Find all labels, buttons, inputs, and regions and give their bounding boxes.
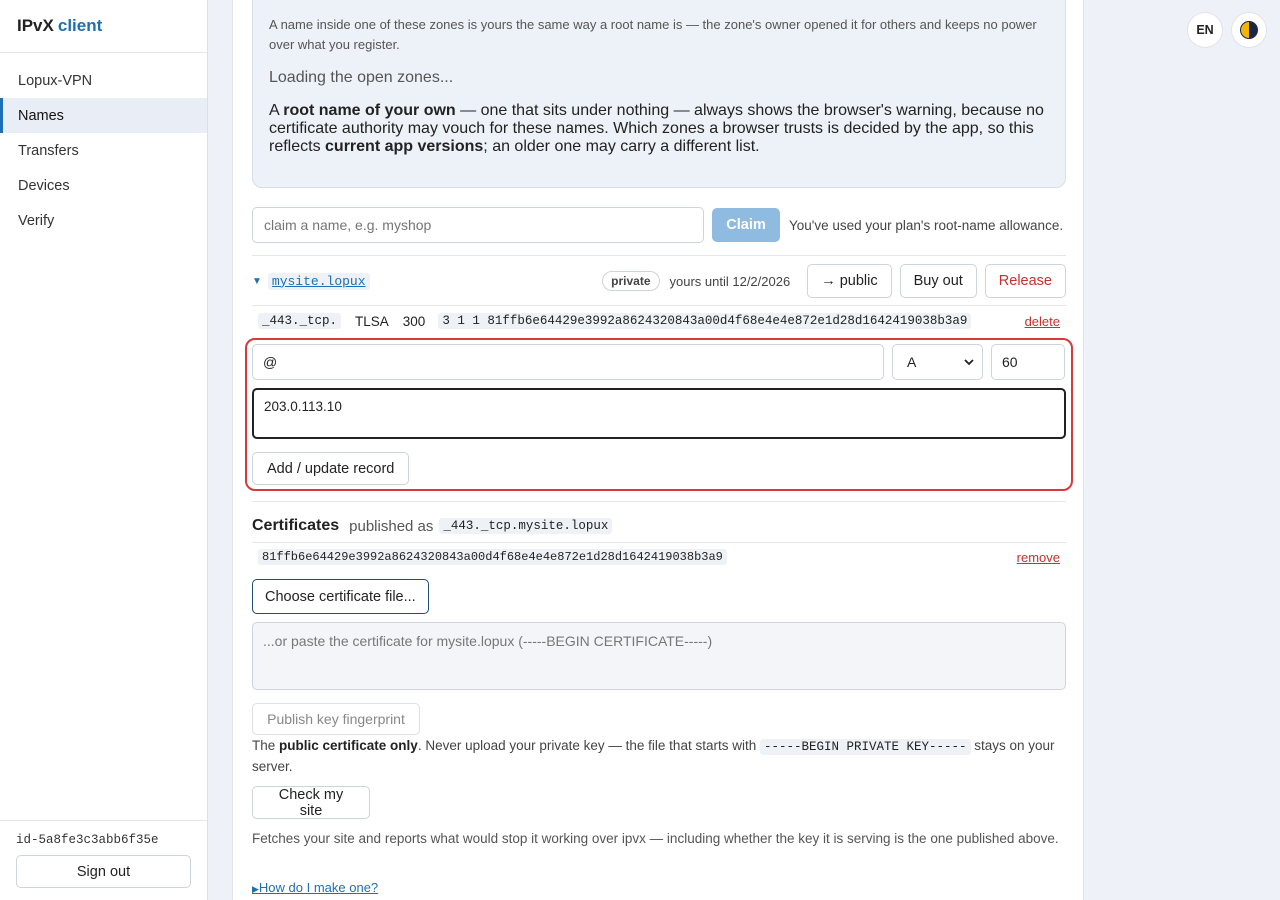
check-site-note: Fetches your site and reports what would stop it working over ipvx — including whether the key it is serving is the one published above. [252, 831, 1059, 846]
account-id: id-5a8fe3c3abb6f35e [16, 833, 159, 847]
sidebar [0, 0, 208, 900]
brand-accent: client [57, 16, 103, 35]
note-text-d: stays on your server. [252, 738, 1055, 774]
make-public-button[interactable]: → public [807, 264, 891, 298]
root-text-e: ; an older one may carry a different list. [483, 138, 760, 155]
theme-toggle-button[interactable] [1231, 12, 1267, 48]
sidebar-item-devices[interactable] [0, 168, 207, 203]
language-button[interactable] [1187, 12, 1223, 48]
record-editor-fields [252, 344, 1066, 380]
published-name: _443._tcp.mysite.lopux [439, 518, 612, 534]
publish-fingerprint-button[interactable]: Publish key fingerprint [252, 703, 420, 735]
public-cert-note [252, 736, 1066, 777]
certificates-title: Certificates [252, 517, 340, 534]
record-ttl-input[interactable] [991, 344, 1065, 380]
divider [252, 501, 1066, 502]
divider [252, 305, 1066, 306]
sidebar-item-names[interactable] [0, 98, 207, 133]
brand-logo [0, 0, 207, 53]
check-my-site-button[interactable]: Check my site [252, 786, 370, 819]
fingerprint-value: 81ffb6e64429e3992a8624320843a00d4f68e4e4e872e1d28d1642419038b3a9 [258, 549, 727, 565]
sidebar-item-label: Names [18, 107, 64, 124]
sidebar-item-verify[interactable] [0, 203, 207, 238]
sidebar-item-label: Verify [18, 212, 55, 229]
record-ttl: 300 [402, 313, 426, 329]
fingerprint-row [252, 548, 1066, 566]
root-text-a: A [269, 102, 284, 119]
sidebar-footer [0, 820, 207, 900]
chevron-down-icon [964, 359, 974, 366]
release-button[interactable]: Release [985, 264, 1066, 298]
record-host: _443._tcp. [258, 313, 341, 329]
record-value: 3 1 1 81ffb6e64429e3992a8624320843a00d4f68e4e4e872e1d28d1642419038b3a9 [438, 313, 971, 329]
sidebar-item-transfers[interactable] [0, 133, 207, 168]
certificates-header [252, 515, 1066, 537]
note-text-b: public certificate only [279, 738, 418, 753]
buy-out-button[interactable]: Buy out [900, 264, 977, 298]
claim-name-input[interactable] [252, 207, 704, 243]
divider [252, 542, 1066, 543]
root-text-b: root name of your own [283, 102, 456, 119]
private-key-marker: -----BEGIN PRIVATE KEY----- [760, 739, 971, 755]
published-as-label: published as [349, 517, 434, 535]
record-value-textarea[interactable]: 203.0.113.10 [252, 388, 1066, 439]
sidebar-item-label: Lopux-VPN [18, 72, 93, 89]
sidebar-item-label: Devices [18, 177, 70, 194]
certificate-paste-textarea[interactable]: ...or paste the certificate for mysite.lopux (-----BEGIN CERTIFICATE-----) [252, 622, 1066, 690]
root-text-d: current app versions [325, 138, 484, 155]
sidebar-item-lopux-vpn[interactable] [0, 63, 207, 98]
delete-record-link[interactable]: delete [1024, 313, 1060, 329]
remove-fingerprint-link[interactable]: remove [1016, 549, 1060, 565]
dns-record-row [252, 311, 1066, 331]
root-name-warning [269, 102, 1049, 156]
sidebar-item-label: Transfers [18, 142, 79, 159]
name-link[interactable]: mysite.lopux [268, 273, 370, 290]
add-update-record-button[interactable]: Add / update record [252, 452, 409, 485]
note-text-c: . Never upload your private key — the file that starts with [417, 738, 760, 753]
brand-name: IPvX [17, 16, 54, 35]
record-host-input[interactable] [252, 344, 884, 380]
root-text-c: — one that sits under nothing — always shows the browser's warning, because no certificate authority may vouch for these names. Which zones a browser trusts is decided by the app, so this reflects [269, 102, 1044, 155]
how-to-link[interactable]: How do I make one? [258, 880, 379, 895]
ownership-until: yours until 12/2/2026 [669, 273, 791, 289]
open-zones-info [252, 0, 1066, 188]
record-type-select[interactable] [892, 344, 983, 380]
note-text-a: The [252, 738, 280, 753]
sign-out-button[interactable]: Sign out [16, 855, 191, 888]
sidebar-nav [0, 53, 207, 238]
how-to-disclosure[interactable] [252, 880, 1066, 895]
name-row [252, 264, 1066, 298]
claim-row [252, 207, 1066, 243]
caret-right-icon: ▶ [252, 884, 259, 894]
half-moon-icon [1240, 21, 1258, 39]
claim-allowance-note: You've used your plan's root-name allowance. [789, 217, 1064, 233]
claim-button[interactable]: Claim [712, 208, 780, 242]
choose-certificate-button[interactable]: Choose certificate file... [252, 579, 429, 614]
zones-loading-text: Loading the open zones... [269, 69, 454, 86]
record-type: TLSA [355, 313, 389, 329]
main-panel [232, 0, 1084, 900]
divider [252, 255, 1066, 256]
caret-down-icon[interactable]: ▼ [252, 275, 262, 287]
language-label: EN [1196, 23, 1214, 37]
zones-description: A name inside one of these zones is yours the same way a root name is — the zone's owner opened it for others and keeps no power over what you register. [269, 17, 1037, 52]
status-badge: private [602, 271, 659, 291]
record-type-value: A [907, 354, 917, 370]
